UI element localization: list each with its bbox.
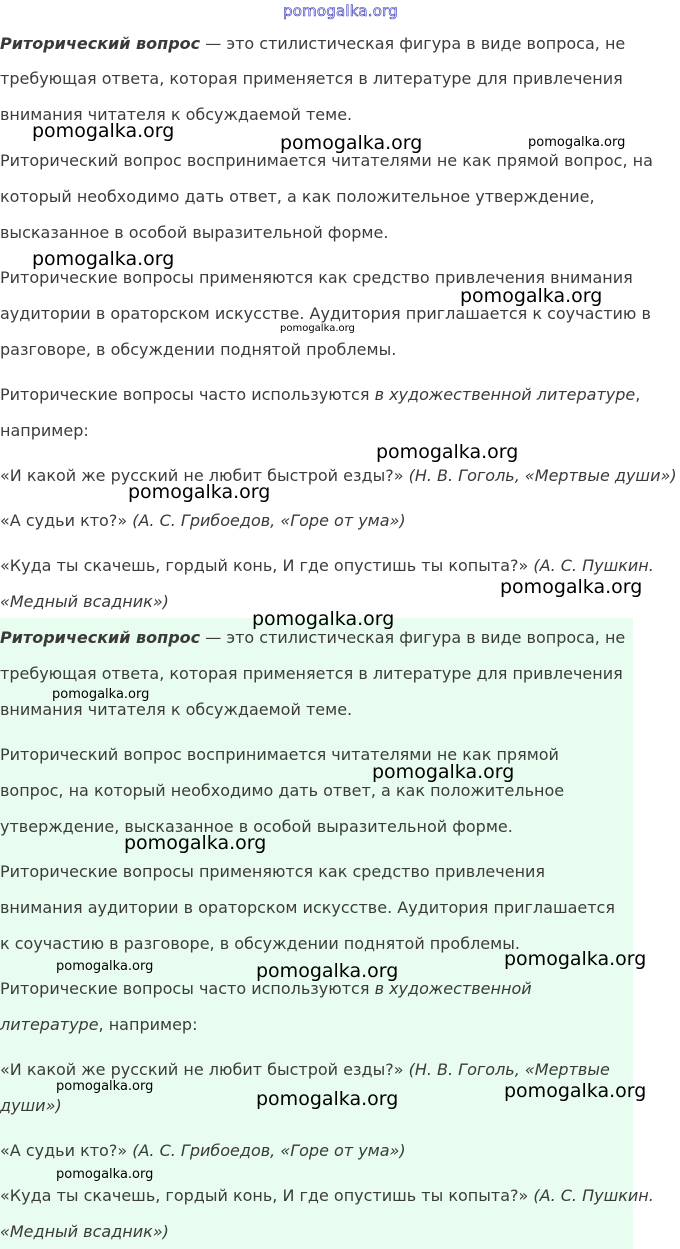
paragraph-line: внимания читателя к обсуждаемой теме. <box>0 700 353 719</box>
watermark: pomogalka.org <box>500 576 643 598</box>
example-quote <box>0 1141 406 1161</box>
quote: «А судьи кто?» <box>0 511 128 530</box>
watermark: pomogalka.org <box>32 120 175 142</box>
watermark: pomogalka.org <box>128 481 271 503</box>
watermark: pomogalka.org <box>280 132 423 154</box>
quote-source: (А. С. Пушкин. <box>528 556 654 575</box>
paragraph-line: внимания аудитории в ораторском искусстве. Аудитория приглашается <box>0 898 615 917</box>
quote-source: (А. С. Пушкин. <box>528 1186 654 1205</box>
paragraph-line <box>0 592 169 612</box>
paragraph-line: например: <box>0 421 89 440</box>
text: — это стилистическая фигура в виде вопроса, не <box>200 628 626 647</box>
example-quote <box>0 1186 654 1206</box>
watermark: pomogalka.org <box>372 761 515 783</box>
paragraph-line: вопрос, на который необходимо дать ответ, а как положительное <box>0 781 565 800</box>
paragraph-line <box>0 1015 197 1035</box>
watermark: pomogalka.org <box>256 1088 399 1110</box>
watermark: pomogalka.org <box>280 323 355 334</box>
quote: «Куда ты скачешь, гордый конь, И где опустишь ты копыта?» <box>0 1186 529 1205</box>
watermark: pomogalka.org <box>252 608 395 630</box>
text: , например: <box>98 1015 198 1034</box>
example-quote <box>0 1060 610 1080</box>
paragraph-line <box>0 979 532 999</box>
quote: «А судьи кто?» <box>0 1141 128 1160</box>
watermark: pomogalka.org <box>56 1079 154 1094</box>
watermark: pomogalka.org <box>52 687 150 702</box>
quote: «Куда ты скачешь, гордый конь, И где опустишь ты копыта?» <box>0 556 529 575</box>
paragraph-line <box>0 1096 62 1116</box>
quote-source: души») <box>0 1096 62 1115</box>
watermark: pomogalka.org <box>460 285 603 307</box>
watermark: pomogalka.org <box>56 959 154 974</box>
emphasis: в художественной литературе <box>374 385 636 404</box>
example-quote <box>0 466 677 486</box>
example-quote <box>0 511 406 531</box>
quote-source: (А. С. Грибоедов, «Горе от ума») <box>127 511 406 530</box>
paragraph-line: который необходимо дать ответ, а как положительное утверждение, <box>0 187 595 206</box>
paragraph-line: Риторические вопросы применяются как средство привлечения <box>0 862 546 881</box>
watermark: pomogalka.org <box>376 441 519 463</box>
quote: «И какой же русский не любит быстрой езды?» <box>0 1060 404 1079</box>
quote-source: (А. С. Грибоедов, «Горе от ума») <box>127 1141 406 1160</box>
term: Риторический вопрос <box>0 34 201 53</box>
emphasis: литературе <box>0 1015 99 1034</box>
watermark: pomogalka.org <box>56 1167 154 1182</box>
text: , <box>635 385 641 404</box>
watermark: pomogalka.org <box>528 135 626 150</box>
quote-source: «Медный всадник») <box>0 592 169 611</box>
quote: «И какой же русский не любит быстрой езды?» <box>0 466 404 485</box>
paragraph-line: требующая ответа, которая применяется в литературе для привлечения <box>0 69 623 88</box>
paragraph-line: аудитории в ораторском искусстве. Аудитория приглашается к соучастию в <box>0 304 651 323</box>
paragraph-line: Риторический вопрос воспринимается читателями не как прямой <box>0 745 559 764</box>
quote-source: (Н. В. Гоголь, «Мертвые <box>403 1060 610 1079</box>
paragraph-line: внимания читателя к обсуждаемой теме. <box>0 105 353 124</box>
paragraph-line <box>0 1222 169 1242</box>
paragraph-definition <box>0 34 625 54</box>
paragraph-line: Риторические вопросы применяются как средство привлечения внимания <box>0 268 633 287</box>
example-quote <box>0 556 654 576</box>
text: Риторические вопросы часто используются <box>0 385 375 404</box>
paragraph-line: к соучастию в разговоре, в обсуждении поднятой проблемы. <box>0 934 520 953</box>
quote-source: «Медный всадник») <box>0 1222 169 1241</box>
paragraph-line: требующая ответа, которая применяется в литературе для привлечения <box>0 664 623 683</box>
watermark: pomogalka.org <box>124 832 267 854</box>
text: — это стилистическая фигура в виде вопроса, не <box>200 34 626 53</box>
paragraph-line: Риторический вопрос воспринимается читателями не как прямой вопрос, на <box>0 151 653 170</box>
quote-source: (Н. В. Гоголь, «Мертвые души») <box>403 466 677 485</box>
watermark: pomogalka.org <box>256 960 399 982</box>
watermark: pomogalka.org <box>504 1080 647 1102</box>
paragraph-definition <box>0 628 625 648</box>
term: Риторический вопрос <box>0 628 201 647</box>
watermark: pomogalka.org <box>504 948 647 970</box>
watermark: pomogalka.org <box>32 248 175 270</box>
paragraph-line: высказанное в особой выразительной форме. <box>0 223 389 242</box>
paragraph-line: утверждение, высказанное в особой выразительной форме. <box>0 817 513 836</box>
emphasis: в художественной <box>374 979 532 998</box>
text: Риторические вопросы часто используются <box>0 979 375 998</box>
paragraph-line: разговоре, в обсуждении поднятой проблемы. <box>0 340 397 359</box>
site-link[interactable]: pomogalka.org <box>283 2 398 20</box>
paragraph-line <box>0 385 640 405</box>
